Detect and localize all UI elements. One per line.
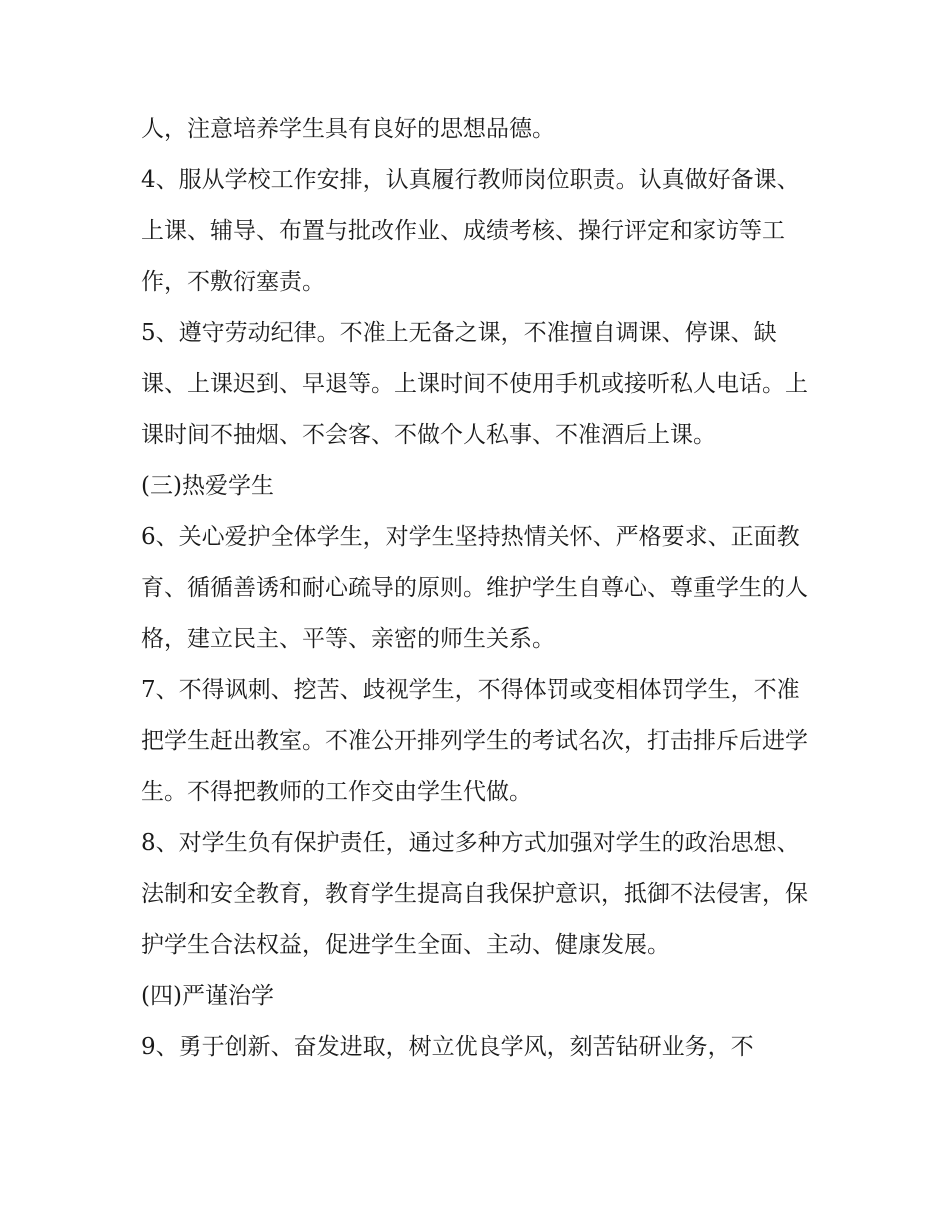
paragraph-continuation: 人，注意培养学生具有良好的思想品德。	[141, 116, 555, 142]
section-heading-rigorous-scholarship: (四)严谨治学	[141, 983, 274, 1009]
document-body	[141, 104, 821, 1073]
paragraph-item-7: 7、不得讽刺、挖苦、歧视学生，不得体罚或变相体罚学生，不准把学生赶出教室。不准公开排列学生的考试名次，打击排斥后进学生。不得把教师的工作交由学生代做。	[141, 677, 808, 805]
section-heading-love-students: (三)热爱学生	[141, 473, 274, 499]
paragraph-item-8: 8、对学生负有保护责任，通过多种方式加强对学生的政治思想、法制和安全教育，教育学生提高自我保护意识，抵御不法侵害，保护学生合法权益，促进学生全面、主动、健康发展。	[141, 830, 808, 958]
paragraph-item-5: 5、遵守劳动纪律。不准上无备之课，不准擅自调课、停课、缺课、上课迟到、早退等。上课时间不使用手机或接听私人电话。上课时间不抽烟、不会客、不做个人私事、不准酒后上课。	[141, 320, 808, 448]
paragraph-item-4: 4、服从学校工作安排，认真履行教师岗位职责。认真做好备课、上课、辅导、布置与批改作业、成绩考核、操行评定和家访等工作，不敷衍塞责。	[141, 167, 800, 295]
paragraph-item-9: 9、勇于创新、奋发进取，树立优良学风，刻苦钻研业务，不	[141, 1034, 754, 1060]
paragraph-item-6: 6、关心爱护全体学生，对学生坚持热情关怀、严格要求、正面教育、循循善诱和耐心疏导的原则。维护学生自尊心、尊重学生的人格，建立民主、平等、亲密的师生关系。	[141, 524, 808, 652]
